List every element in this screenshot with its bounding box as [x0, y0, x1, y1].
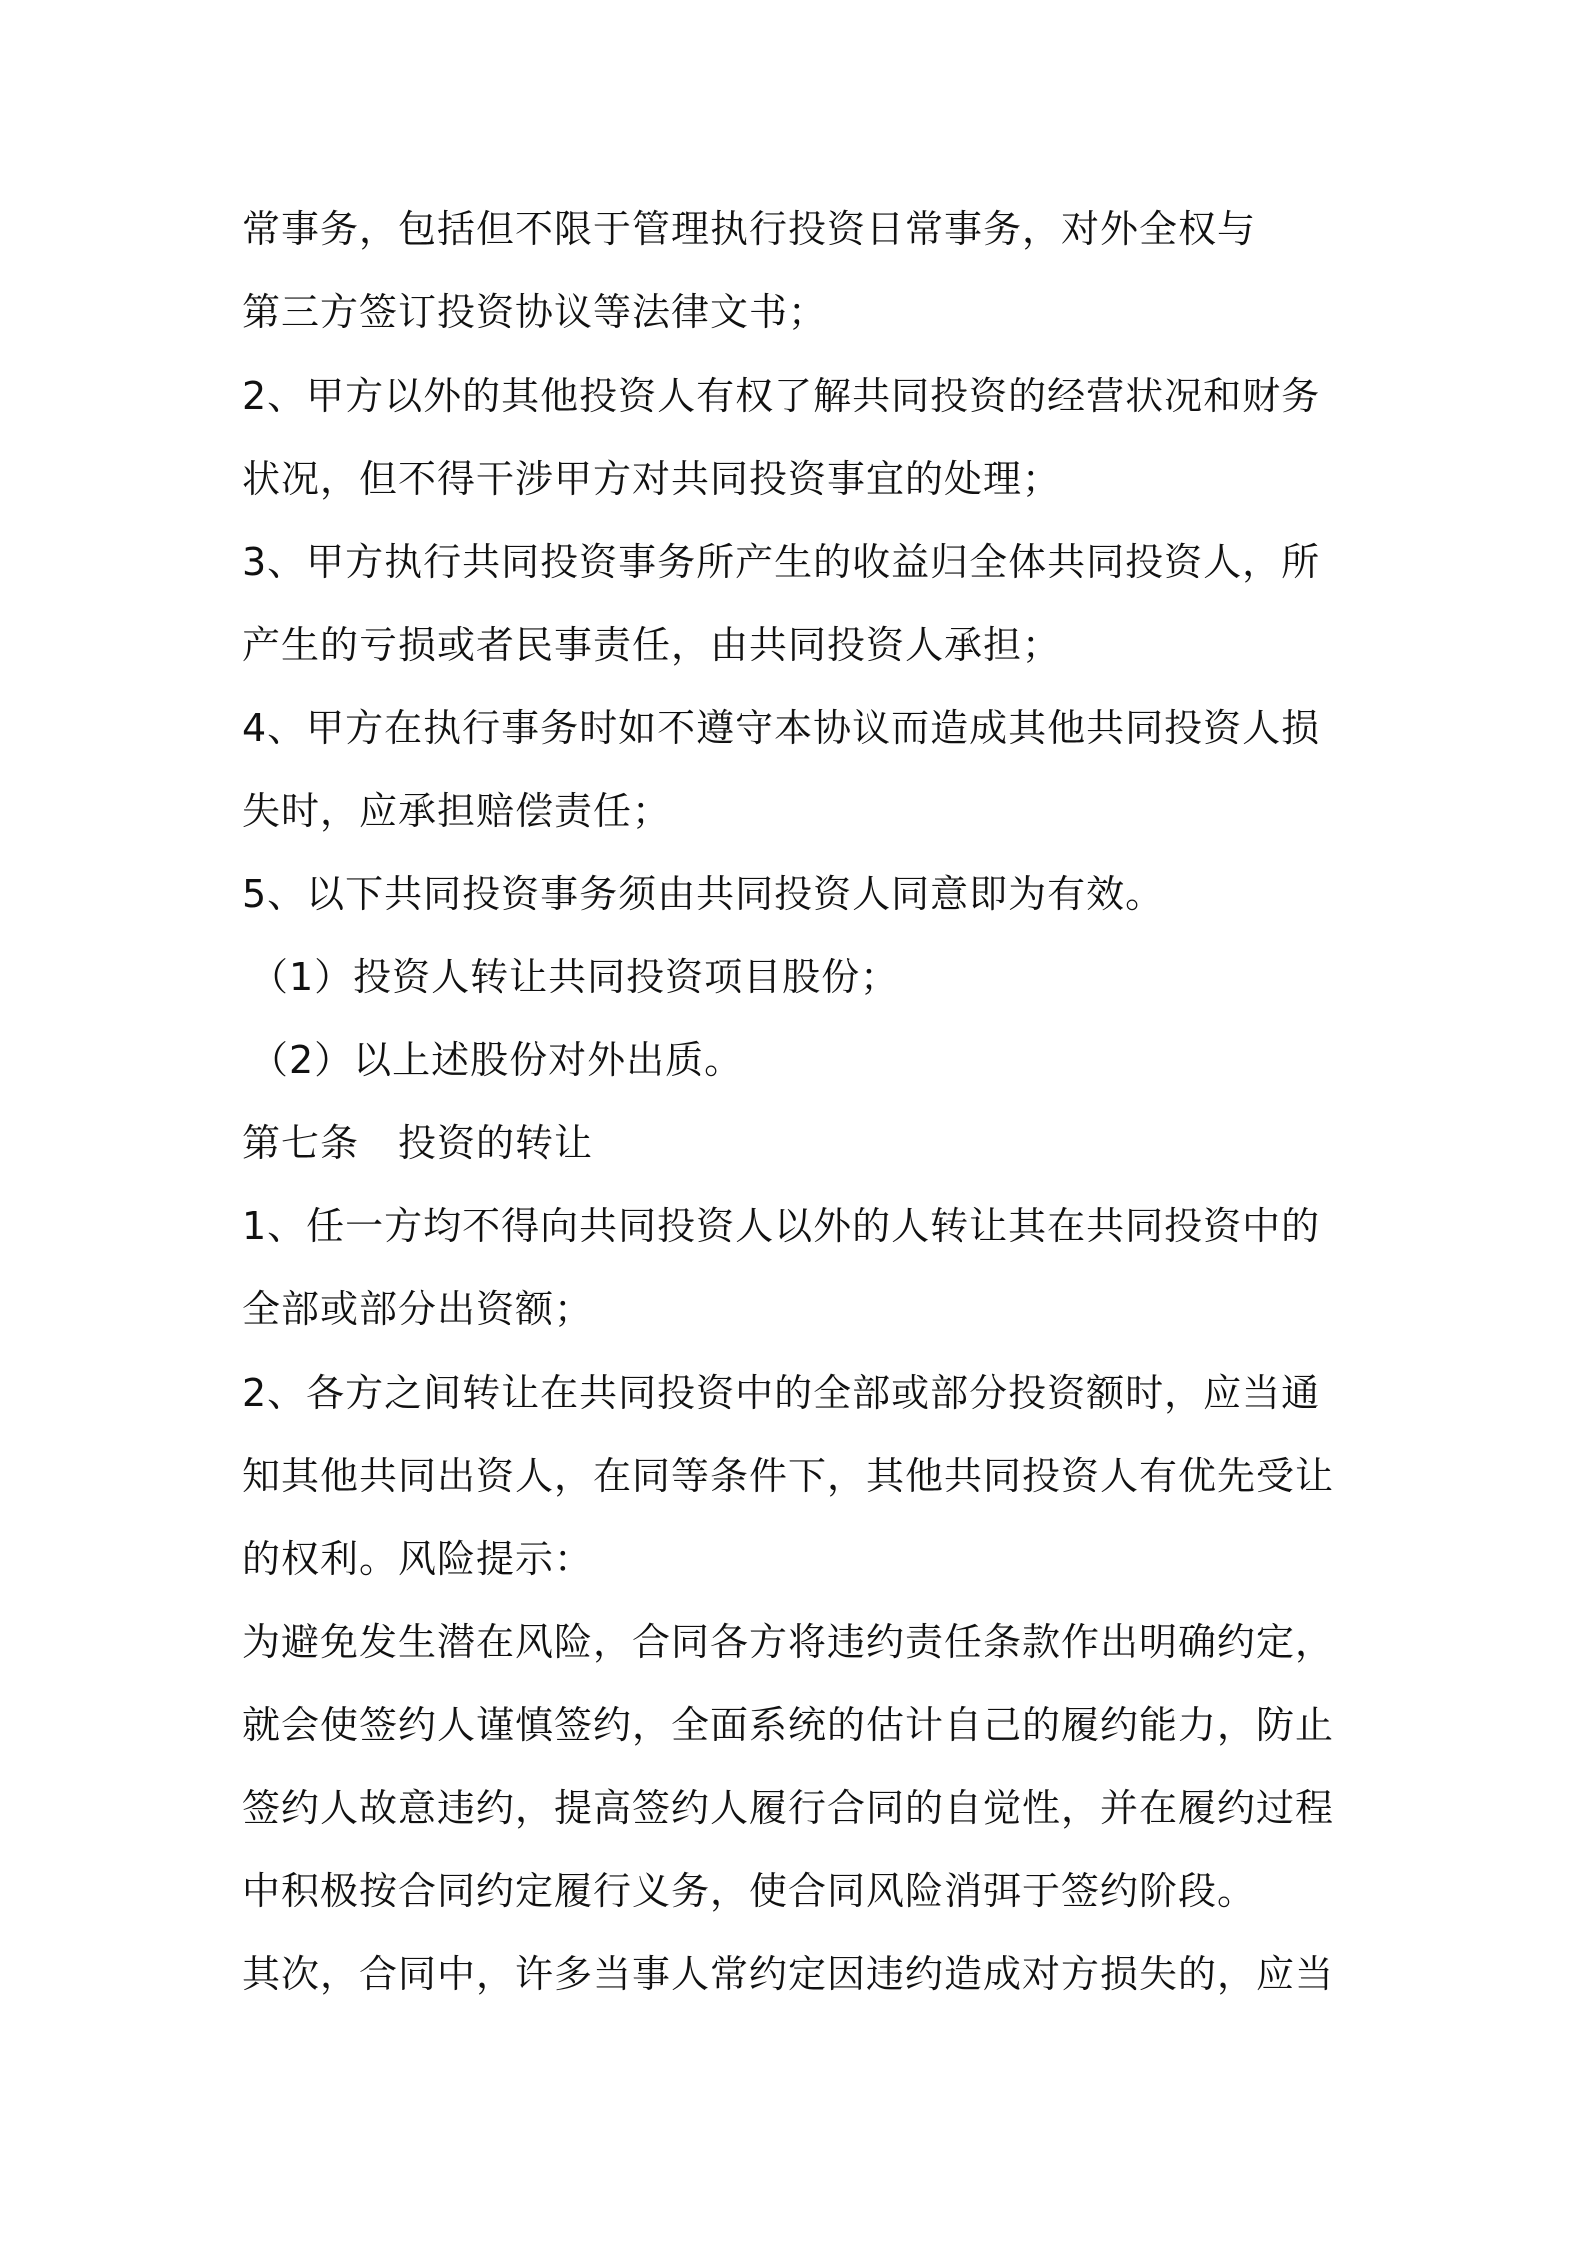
text-line: 1、任一方均不得向共同投资人以外的人转让其在共同投资中的 — [242, 1204, 1321, 1248]
text-line: 第三方签订投资协议等法律文书； — [242, 290, 828, 334]
text-line: 就会使签约人谨慎签约，全面系统的估计自己的履约能力，防止 — [242, 1703, 1335, 1747]
section-heading: 第七条 投资的转让 — [242, 1121, 594, 1165]
text-line: 4、甲方在执行事务时如不遵守本协议而造成其他共同投资人损 — [242, 706, 1321, 750]
text-line: 全部或部分出资额； — [242, 1287, 594, 1331]
text-line: 中积极按合同约定履行义务，使合同风险消弭于签约阶段。 — [242, 1869, 1257, 1913]
text-line: 失时，应承担赔偿责任； — [242, 789, 672, 833]
text-line: 为避免发生潜在风险，合同各方将违约责任条款作出明确约定， — [242, 1620, 1335, 1664]
text-line: 知其他共同出资人，在同等条件下，其他共同投资人有优先受让 — [242, 1454, 1335, 1498]
list-item: （1）投资人转让共同投资项目股份； — [250, 955, 900, 999]
text-line: 状况，但不得干涉甲方对共同投资事宜的处理； — [242, 457, 1062, 501]
text-line: 的权利。风险提示： — [242, 1537, 594, 1581]
text-line: 签约人故意违约，提高签约人履行合同的自觉性，并在履约过程 — [242, 1786, 1335, 1830]
text-line: 5、以下共同投资事务须由共同投资人同意即为有效。 — [242, 872, 1165, 916]
text-line: 常事务，包括但不限于管理执行投资日常事务，对外全权与 — [242, 207, 1257, 251]
list-item: （2）以上述股份对外出质。 — [250, 1038, 744, 1082]
text-line: 其次，合同中，许多当事人常约定因违约造成对方损失的，应当 — [242, 1952, 1335, 1996]
text-line: 2、各方之间转让在共同投资中的全部或部分投资额时，应当通 — [242, 1371, 1321, 1415]
text-line: 2、甲方以外的其他投资人有权了解共同投资的经营状况和财务 — [242, 374, 1321, 418]
text-line: 3、甲方执行共同投资事务所产生的收益归全体共同投资人，所 — [242, 540, 1321, 584]
text-line: 产生的亏损或者民事责任，由共同投资人承担； — [242, 623, 1062, 667]
